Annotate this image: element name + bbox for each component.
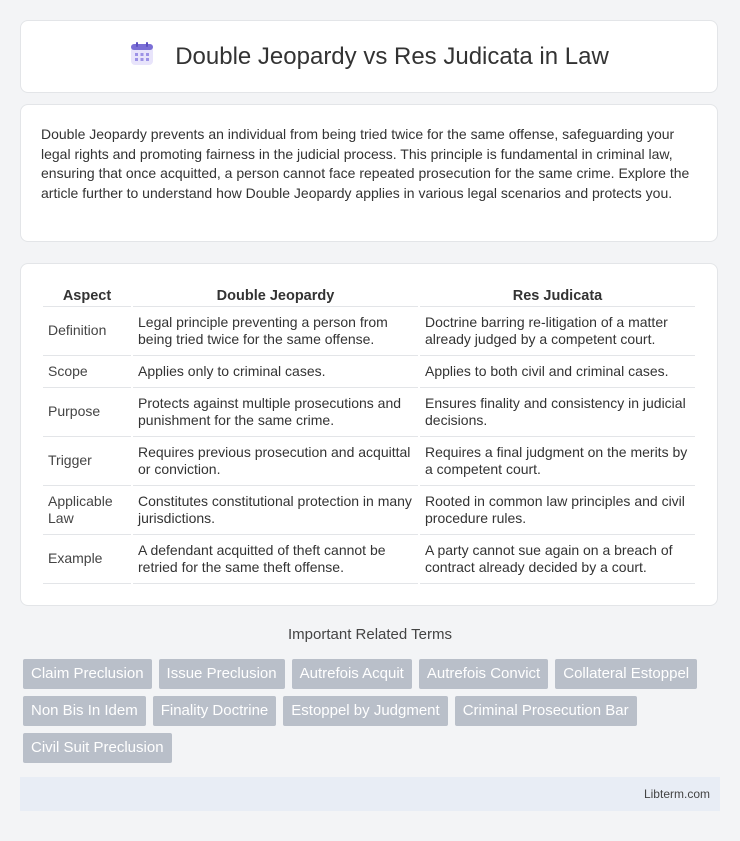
related-term-tag[interactable]: Claim Preclusion xyxy=(23,659,152,689)
related-terms-title: Important Related Terms xyxy=(288,626,452,643)
intro-text: Double Jeopardy prevents an individual from being tried twice for the same offense, safeguarding your legal rights and promoting fairness in the judicial process. This principle is fundamental in criminal law, ensuring that once acquitted, a person cannot face repeated prosecution for the same crime. Explore the article further to understand how Double Jeopardy applies in various legal scenarios and protects you. xyxy=(41,126,690,201)
related-term-tag[interactable]: Autrefois Acquit xyxy=(292,659,412,689)
cell-aspect: Applicable Law xyxy=(43,486,131,535)
related-term-tag[interactable]: Civil Suit Preclusion xyxy=(23,733,172,763)
table-row xyxy=(43,388,695,437)
cell-res-judicata: Applies to both civil and criminal cases. xyxy=(420,356,695,388)
related-term-tag[interactable]: Collateral Estoppel xyxy=(555,659,697,689)
table-row xyxy=(43,535,695,584)
intro-card xyxy=(20,104,718,242)
related-term-tag[interactable]: Estoppel by Judgment xyxy=(283,696,447,726)
calendar-icon xyxy=(129,41,155,72)
table-row xyxy=(43,486,695,535)
related-term-tag[interactable]: Issue Preclusion xyxy=(159,659,285,689)
cell-res-judicata: Ensures finality and consistency in judicial decisions. xyxy=(420,388,695,437)
comparison-table xyxy=(41,284,697,584)
cell-res-judicata: Doctrine barring re-litigation of a matter already judged by a competent court. xyxy=(420,307,695,356)
footer xyxy=(20,777,720,811)
cell-double-jeopardy: Constitutes constitutional protection in many jurisdictions. xyxy=(133,486,418,535)
table-row xyxy=(43,307,695,356)
cell-double-jeopardy: Protects against multiple prosecutions and punishment for the same crime. xyxy=(133,388,418,437)
cell-aspect: Scope xyxy=(43,356,131,388)
related-terms-list xyxy=(23,659,723,770)
footer-site-link[interactable]: Libterm.com xyxy=(643,787,710,801)
related-term-tag[interactable]: Autrefois Convict xyxy=(419,659,548,689)
cell-aspect: Trigger xyxy=(43,437,131,486)
comparison-card xyxy=(20,263,718,606)
cell-res-judicata: A party cannot sue again on a breach of contract already decided by a court. xyxy=(420,535,695,584)
page-title: Double Jeopardy vs Res Judicata in Law xyxy=(175,42,609,70)
header-double-jeopardy: Double Jeopardy xyxy=(133,284,418,307)
table-header-row xyxy=(43,284,695,307)
cell-double-jeopardy: Legal principle preventing a person from being tried twice for the same offense. xyxy=(133,307,418,356)
related-term-tag[interactable]: Finality Doctrine xyxy=(153,696,277,726)
cell-double-jeopardy: Requires previous prosecution and acquittal or conviction. xyxy=(133,437,418,486)
cell-aspect: Definition xyxy=(43,307,131,356)
table-row xyxy=(43,437,695,486)
table-row xyxy=(43,356,695,388)
cell-aspect: Purpose xyxy=(43,388,131,437)
header-res-judicata: Res Judicata xyxy=(420,284,695,307)
header-card xyxy=(20,20,718,93)
cell-double-jeopardy: A defendant acquitted of theft cannot be retried for the same theft offense. xyxy=(133,535,418,584)
related-term-tag[interactable]: Non Bis In Idem xyxy=(23,696,146,726)
related-term-tag[interactable]: Criminal Prosecution Bar xyxy=(455,696,637,726)
cell-double-jeopardy: Applies only to criminal cases. xyxy=(133,356,418,388)
header-aspect: Aspect xyxy=(43,284,131,307)
cell-res-judicata: Requires a final judgment on the merits by a competent court. xyxy=(420,437,695,486)
cell-res-judicata: Rooted in common law principles and civil procedure rules. xyxy=(420,486,695,535)
cell-aspect: Example xyxy=(43,535,131,584)
